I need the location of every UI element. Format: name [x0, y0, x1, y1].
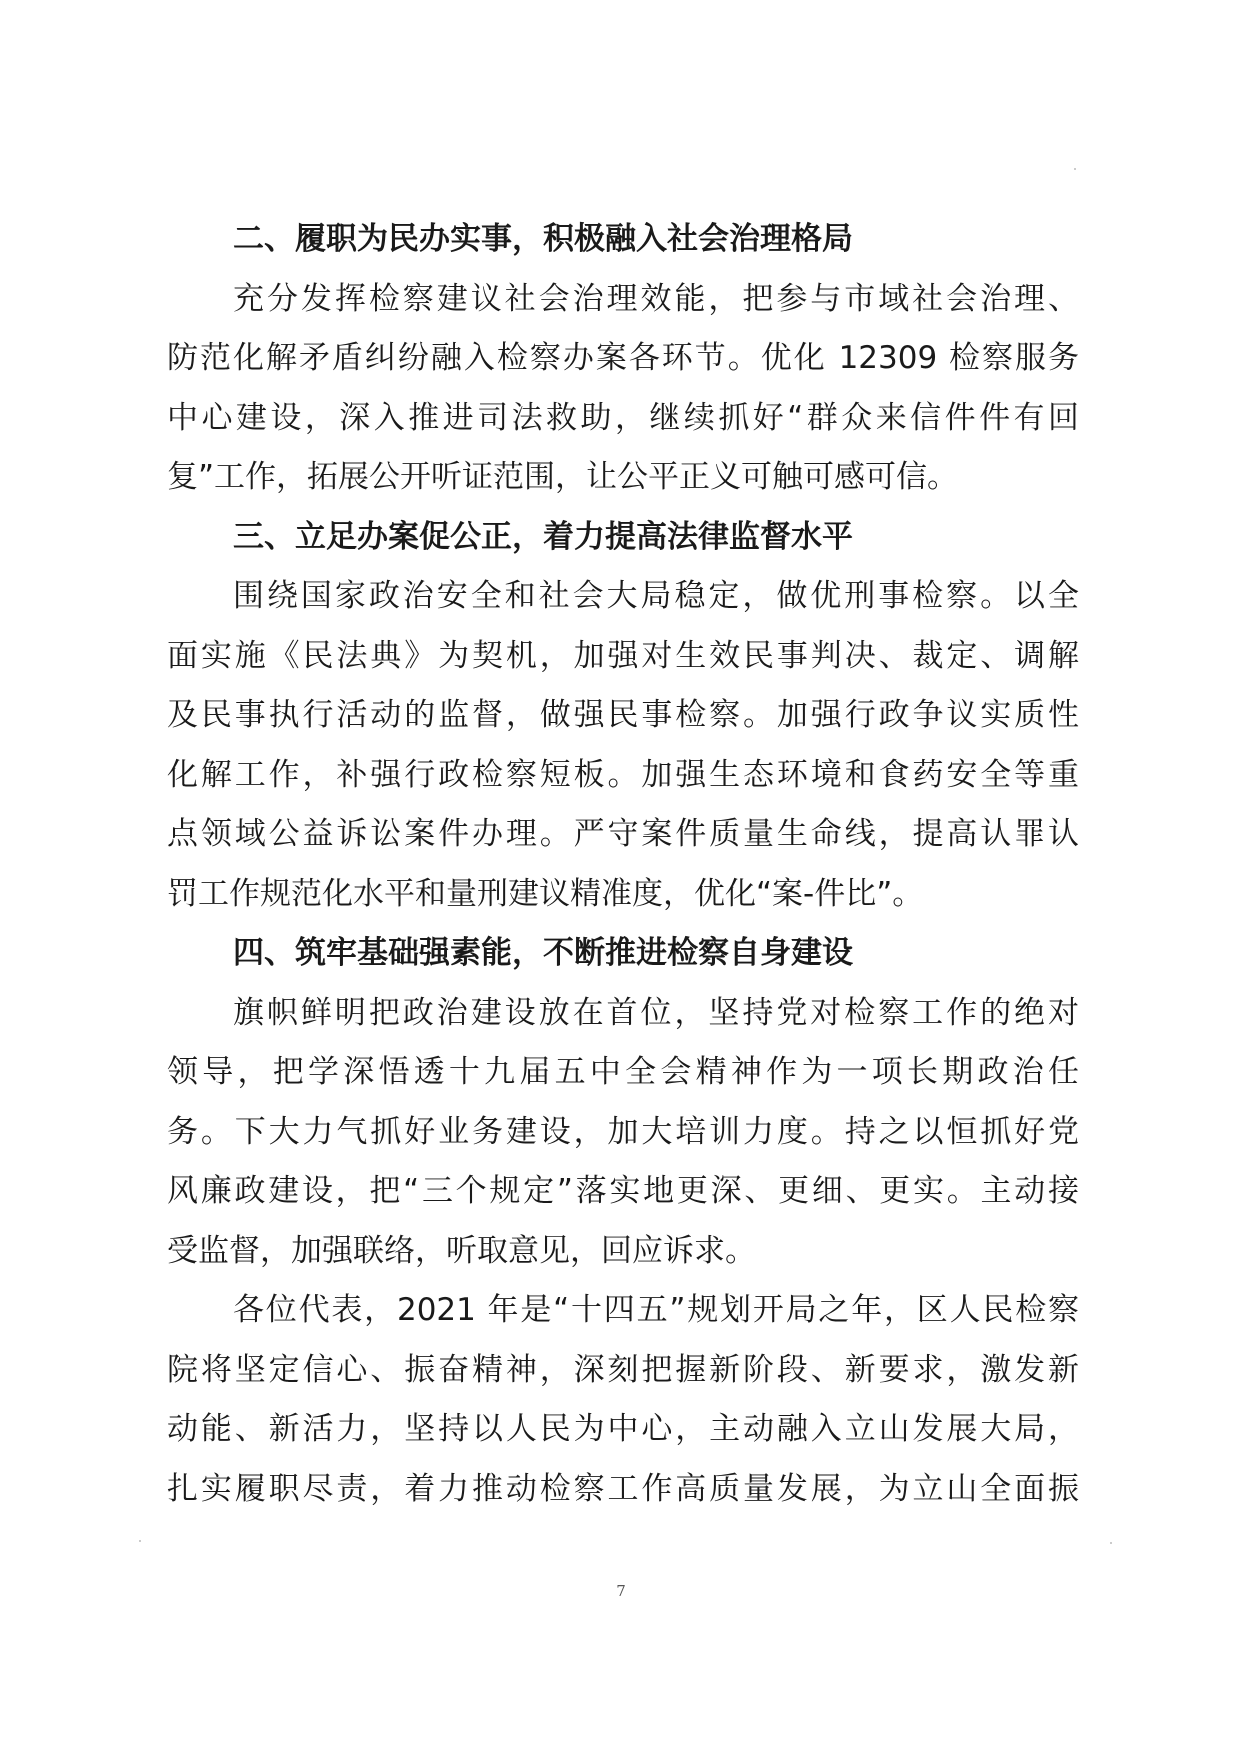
scan-speck	[1074, 168, 1076, 170]
paragraph-line: 防范化解矛盾纠纷融入检察办案各环节。优化 12309 检察服务	[167, 340, 1079, 376]
paragraph-line: 化解工作，补强行政检察短板。加强生态环境和食药安全等重	[167, 756, 1079, 793]
section-heading-2: 二、履职为民办实事，积极融入社会治理格局	[233, 221, 853, 257]
paragraph-line: 及民事执行活动的监督，做强民事检察。加强行政争议实质性	[167, 697, 1079, 733]
paragraph-line: 各位代表，2021 年是“十四五”规划开局之年，区人民检察	[233, 1292, 1079, 1328]
section-heading-3: 三、立足办案促公正，着力提高法律监督水平	[233, 518, 853, 555]
paragraph-line: 中心建设，深入推进司法救助，继续抓好“群众来信件件有回	[167, 399, 1079, 436]
paragraph-line: 风廉政建设，把“三个规定”落实地更深、更细、更实。主动接	[167, 1173, 1079, 1209]
paragraph-line: 扎实履职尽责，着力推动检察工作高质量发展，为立山全面振	[167, 1470, 1079, 1507]
paragraph-line: 罚工作规范化水平和量刑建议精准度，优化“案-件比”。	[167, 875, 924, 912]
scan-speck	[1110, 1542, 1112, 1544]
paragraph-line: 点领域公益诉讼案件办理。严守案件质量生命线，提高认罪认	[167, 816, 1079, 852]
paragraph-line: 动能、新活力，坚持以人民为中心，主动融入立山发展大局，	[167, 1411, 1079, 1447]
paragraph-line: 务。下大力气抓好业务建设，加大培训力度。持之以恒抓好党	[167, 1113, 1079, 1150]
paragraph-line: 受监督，加强联络，听取意见，回应诉求。	[167, 1232, 756, 1269]
paragraph-line: 院将坚定信心、振奋精神，深刻把握新阶段、新要求，激发新	[167, 1351, 1079, 1388]
paragraph-line: 旗帜鲜明把政治建设放在首位，坚持党对检察工作的绝对	[233, 994, 1079, 1031]
paragraph-line: 领导，把学深悟透十九届五中全会精神作为一项长期政治任	[167, 1054, 1079, 1090]
section-heading-4: 四、筑牢基础强素能，不断推进检察自身建设	[233, 935, 853, 971]
page-number: 7	[616, 1582, 626, 1600]
paragraph-line: 复”工作，拓展公开听证范围，让公平正义可触可感可信。	[167, 459, 959, 495]
paragraph-line: 充分发挥检察建议社会治理效能，把参与市域社会治理、	[233, 280, 1079, 317]
body-text	[167, 210, 1079, 1519]
scan-speck	[139, 1540, 141, 1542]
paragraph-line: 面实施《民法典》为契机，加强对生效民事判决、裁定、调解	[167, 637, 1079, 674]
paragraph-line: 围绕国家政治安全和社会大局稳定，做优刑事检察。以全	[233, 578, 1079, 614]
